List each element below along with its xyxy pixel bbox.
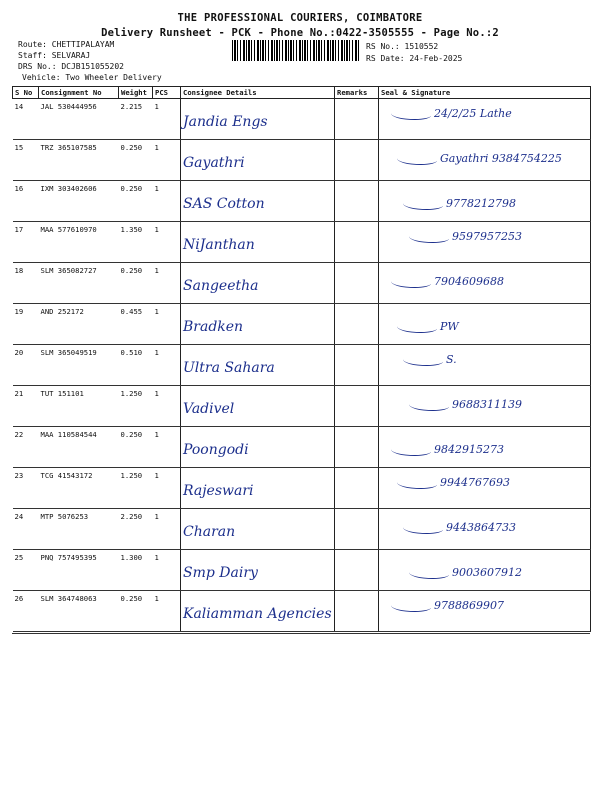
consignee-handwriting: Smp Dairy xyxy=(183,565,258,581)
consignee-handwriting: Poongodi xyxy=(183,442,249,458)
table-row xyxy=(13,99,591,140)
row-pcs-cell: 1 xyxy=(153,181,181,222)
table-row xyxy=(13,345,591,386)
row-signature-cell xyxy=(379,345,591,386)
table-row xyxy=(13,304,591,345)
signature-handwriting xyxy=(381,307,588,333)
consignee-handwriting: Kaliamman Agencies xyxy=(183,606,332,622)
row-consignee-cell xyxy=(181,304,335,345)
row-signature-cell xyxy=(379,509,591,550)
row-consignment-no-cell: MTP 5076253 xyxy=(39,509,119,550)
row-consignment-no-cell: AND 252172 xyxy=(39,304,119,345)
table-bottom-rule xyxy=(12,633,590,634)
signature-text: 9944767693 xyxy=(440,476,510,489)
signature-scribble xyxy=(403,199,443,210)
col-weight: Weight xyxy=(119,87,153,99)
row-consignment-no-cell: IXM 303402606 xyxy=(39,181,119,222)
row-weight-cell: 0.250 xyxy=(119,591,153,632)
signature-scribble xyxy=(409,568,449,579)
row-sno-cell: 18 xyxy=(13,263,39,304)
row-signature-cell xyxy=(379,140,591,181)
consignee-handwriting: Bradken xyxy=(183,319,244,335)
row-consignee-cell xyxy=(181,468,335,509)
signature-text: 9597957253 xyxy=(452,230,522,243)
consignee-handwriting: Jandia Engs xyxy=(183,114,268,130)
row-sno-cell: 26 xyxy=(13,591,39,632)
consignee-handwriting: Vadivel xyxy=(183,401,235,417)
col-remarks: Remarks xyxy=(335,87,379,99)
signature-handwriting xyxy=(381,184,588,210)
table-row xyxy=(13,222,591,263)
col-pcs: PCS xyxy=(153,87,181,99)
table-row xyxy=(13,468,591,509)
row-pcs-cell: 1 xyxy=(153,386,181,427)
row-consignee-cell xyxy=(181,591,335,632)
row-signature-cell xyxy=(379,181,591,222)
row-sno-cell: 16 xyxy=(13,181,39,222)
consignee-handwriting: Sangeetha xyxy=(183,278,259,294)
signature-scribble xyxy=(391,601,431,612)
row-signature-cell xyxy=(379,427,591,468)
signature-text: 9842915273 xyxy=(434,443,504,456)
row-pcs-cell: 1 xyxy=(153,427,181,468)
signature-scribble xyxy=(397,322,437,333)
row-consignee-cell xyxy=(181,386,335,427)
row-weight-cell: 0.455 xyxy=(119,304,153,345)
row-signature-cell xyxy=(379,591,591,632)
signature-text: 24/2/25 Lathe xyxy=(434,107,512,120)
signature-text: 7904609688 xyxy=(434,275,504,288)
row-remarks-cell xyxy=(335,509,379,550)
row-sno-cell: 22 xyxy=(13,427,39,468)
row-sno-cell: 23 xyxy=(13,468,39,509)
signature-handwriting xyxy=(381,471,588,489)
row-signature-cell xyxy=(379,99,591,140)
row-remarks-cell xyxy=(335,386,379,427)
signature-scribble xyxy=(391,277,431,288)
table-header-row xyxy=(13,87,591,99)
consignee-handwriting: Charan xyxy=(183,524,236,540)
row-signature-cell xyxy=(379,468,591,509)
row-pcs-cell: 1 xyxy=(153,222,181,263)
row-remarks-cell xyxy=(335,263,379,304)
col-signature: Seal & Signature xyxy=(379,87,591,99)
row-consignee-cell xyxy=(181,99,335,140)
signature-scribble xyxy=(409,400,449,411)
consignee-handwriting: Gayathri xyxy=(183,155,245,171)
staff-label: Staff: SELVARAJ xyxy=(18,51,91,60)
row-signature-cell xyxy=(379,550,591,591)
signature-text: 9003607912 xyxy=(452,566,522,579)
signature-text: S. xyxy=(446,353,457,366)
table-row xyxy=(13,550,591,591)
row-signature-cell xyxy=(379,304,591,345)
table-row xyxy=(13,263,591,304)
signature-text: 9443864733 xyxy=(446,521,516,534)
company-title: THE PROFESSIONAL COURIERS, COIMBATORE xyxy=(177,12,423,24)
row-weight-cell: 0.510 xyxy=(119,345,153,386)
row-consignment-no-cell: MAA 110584544 xyxy=(39,427,119,468)
signature-handwriting xyxy=(381,143,588,165)
signature-scribble xyxy=(391,109,431,120)
row-remarks-cell xyxy=(335,99,379,140)
row-weight-cell: 0.250 xyxy=(119,181,153,222)
row-consignee-cell xyxy=(181,550,335,591)
row-sno-cell: 25 xyxy=(13,550,39,591)
row-pcs-cell: 1 xyxy=(153,140,181,181)
row-remarks-cell xyxy=(335,550,379,591)
col-consignment: Consignment No xyxy=(39,87,119,99)
signature-handwriting xyxy=(381,553,588,579)
consignee-handwriting: SAS Cotton xyxy=(183,196,265,212)
row-consignee-cell xyxy=(181,427,335,468)
row-sno-cell: 19 xyxy=(13,304,39,345)
rs-date: RS Date: 24-Feb-2025 xyxy=(366,54,463,63)
row-remarks-cell xyxy=(335,427,379,468)
signature-text: 9778212798 xyxy=(446,197,516,210)
row-remarks-cell xyxy=(335,468,379,509)
row-remarks-cell xyxy=(335,591,379,632)
row-sno-cell: 17 xyxy=(13,222,39,263)
signature-scribble xyxy=(397,154,437,165)
row-pcs-cell: 1 xyxy=(153,263,181,304)
row-sno-cell: 14 xyxy=(13,99,39,140)
row-weight-cell: 2.250 xyxy=(119,509,153,550)
row-pcs-cell: 1 xyxy=(153,345,181,386)
row-remarks-cell xyxy=(335,345,379,386)
row-remarks-cell xyxy=(335,181,379,222)
row-pcs-cell: 1 xyxy=(153,99,181,140)
row-consignment-no-cell: PNQ 757495395 xyxy=(39,550,119,591)
row-sno-cell: 20 xyxy=(13,345,39,386)
row-remarks-cell xyxy=(335,140,379,181)
row-sno-cell: 15 xyxy=(13,140,39,181)
row-consignment-no-cell: TRZ 365107585 xyxy=(39,140,119,181)
table-row xyxy=(13,427,591,468)
signature-scribble xyxy=(403,355,443,366)
signature-scribble xyxy=(409,232,449,243)
table-row xyxy=(13,181,591,222)
route-label: Route: CHETTIPALAYAM xyxy=(18,40,115,49)
signature-handwriting xyxy=(381,225,588,243)
barcode xyxy=(232,40,360,66)
row-pcs-cell: 1 xyxy=(153,509,181,550)
row-sno-cell: 21 xyxy=(13,386,39,427)
row-consignment-no-cell: JAL 530444956 xyxy=(39,99,119,140)
row-pcs-cell: 1 xyxy=(153,468,181,509)
row-weight-cell: 1.250 xyxy=(119,386,153,427)
signature-text: 9688311139 xyxy=(452,398,522,411)
row-signature-cell xyxy=(379,263,591,304)
row-weight-cell: 1.350 xyxy=(119,222,153,263)
row-consignment-no-cell: TCG 41543172 xyxy=(39,468,119,509)
row-consignee-cell xyxy=(181,263,335,304)
row-consignment-no-cell: SLM 365082727 xyxy=(39,263,119,304)
consignee-handwriting: NiJanthan xyxy=(183,237,255,253)
signature-text: Gayathri 9384754225 xyxy=(440,152,562,165)
row-weight-cell: 1.300 xyxy=(119,550,153,591)
row-weight-cell: 0.250 xyxy=(119,263,153,304)
signature-handwriting xyxy=(381,102,588,120)
row-pcs-cell: 1 xyxy=(153,304,181,345)
consignee-handwriting: Rajeswari xyxy=(183,483,254,499)
signature-scribble xyxy=(397,478,437,489)
row-consignee-cell xyxy=(181,181,335,222)
row-signature-cell xyxy=(379,222,591,263)
signature-handwriting xyxy=(381,430,588,456)
rs-number: RS No.: 1510552 xyxy=(366,42,439,51)
row-weight-cell: 0.250 xyxy=(119,427,153,468)
signature-handwriting xyxy=(381,266,588,288)
signature-scribble xyxy=(391,445,431,456)
drs-label: DRS No.: DCJB151055202 xyxy=(18,62,124,71)
row-consignment-no-cell: SLM 365049519 xyxy=(39,345,119,386)
runsheet-table xyxy=(12,86,591,632)
row-pcs-cell: 1 xyxy=(153,591,181,632)
table-row xyxy=(13,386,591,427)
consignee-handwriting: Ultra Sahara xyxy=(183,360,275,376)
signature-text: PW xyxy=(440,320,459,333)
runsheet-subtitle: Delivery Runsheet - PCK - Phone No.:0422-3505555 - Page No.:2 xyxy=(101,27,499,39)
table-row xyxy=(13,140,591,181)
signature-scribble xyxy=(403,523,443,534)
row-signature-cell xyxy=(379,386,591,427)
row-remarks-cell xyxy=(335,222,379,263)
col-sno: S No xyxy=(13,87,39,99)
row-consignee-cell xyxy=(181,345,335,386)
signature-handwriting xyxy=(381,594,588,612)
row-consignment-no-cell: TUT 151101 xyxy=(39,386,119,427)
vehicle-label: Vehicle: Two Wheeler Delivery xyxy=(22,73,162,82)
row-consignee-cell xyxy=(181,140,335,181)
signature-handwriting xyxy=(381,512,588,534)
row-weight-cell: 2.215 xyxy=(119,99,153,140)
row-consignee-cell xyxy=(181,222,335,263)
signature-handwriting xyxy=(381,389,588,411)
table-row xyxy=(13,591,591,632)
row-weight-cell: 0.250 xyxy=(119,140,153,181)
row-consignment-no-cell: MAA 577610970 xyxy=(39,222,119,263)
row-weight-cell: 1.250 xyxy=(119,468,153,509)
row-sno-cell: 24 xyxy=(13,509,39,550)
signature-text: 9788869907 xyxy=(434,599,504,612)
row-remarks-cell xyxy=(335,304,379,345)
row-consignee-cell xyxy=(181,509,335,550)
signature-handwriting xyxy=(381,348,588,366)
col-details: Consignee Details xyxy=(181,87,335,99)
row-pcs-cell: 1 xyxy=(153,550,181,591)
table-row xyxy=(13,509,591,550)
row-consignment-no-cell: SLM 364748063 xyxy=(39,591,119,632)
